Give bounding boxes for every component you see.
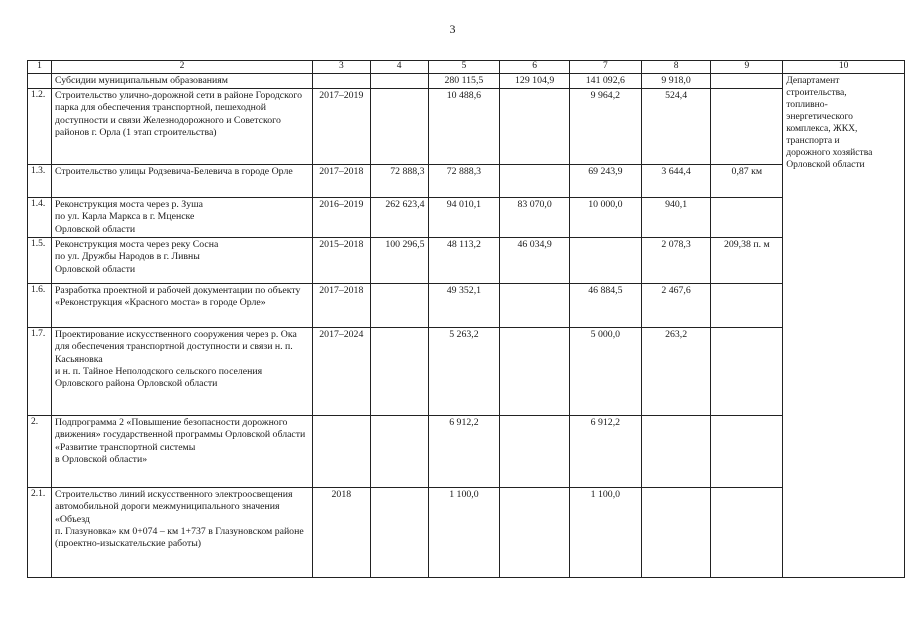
- row-value-4: 72 888,3: [370, 165, 428, 198]
- row-value-6: [500, 89, 570, 165]
- row-period: 2016–2019: [312, 198, 370, 238]
- row-value-8: 263,2: [641, 328, 711, 416]
- row-value-9: 0,87 км: [711, 165, 783, 198]
- page-number: 3: [449, 22, 456, 36]
- table-row: [28, 165, 905, 198]
- row-value-5: 280 115,5: [428, 73, 500, 88]
- row-value-4: [370, 73, 428, 88]
- row-title: Разработка проектной и рабочей документации по объекту «Реконструкция «Красного моста» в городе Орле»: [51, 284, 312, 328]
- row-number: 1.3.: [28, 165, 52, 198]
- row-value-9: [711, 73, 783, 88]
- header-cell: 1: [28, 61, 52, 74]
- row-value-6: [500, 416, 570, 488]
- row-number: 1.6.: [28, 284, 52, 328]
- row-value-7: 69 243,9: [570, 165, 642, 198]
- row-value-7: 46 884,5: [570, 284, 642, 328]
- row-title: Строительство линий искусственного электроосвещения автомобильной дороги межмуниципального значения «Объезд п. Глазуновка» км 0+074 – км 1+737 в Глазуновском районе (проектно-изыскательские работы): [51, 488, 312, 578]
- row-value-9: [711, 89, 783, 165]
- row-period: 2017–2019: [312, 89, 370, 165]
- row-number: [28, 73, 52, 88]
- row-title: Субсидии муниципальным образованиям: [51, 73, 312, 88]
- header-cell: 10: [783, 61, 905, 74]
- row-number: 1.7.: [28, 328, 52, 416]
- row-period: 2017–2018: [312, 284, 370, 328]
- row-value-4: 100 296,5: [370, 238, 428, 284]
- row-period: [312, 73, 370, 88]
- row-value-9: [711, 328, 783, 416]
- row-title: Реконструкция моста через р. Зуша по ул. Карла Маркса в г. Мценске Орловской области: [51, 198, 312, 238]
- header-cell: 4: [370, 61, 428, 74]
- header-cell: 6: [500, 61, 570, 74]
- row-value-5: 72 888,3: [428, 165, 500, 198]
- responsible-department: Департамент строительства, топливно- энергетического комплекса, ЖКХ, транспорта и дорожного хозяйства Орловской области: [783, 73, 905, 577]
- row-value-9: 209,38 п. м: [711, 238, 783, 284]
- table-row: [28, 89, 905, 165]
- row-value-9: [711, 198, 783, 238]
- header-cell: 2: [51, 61, 312, 74]
- row-value-9: [711, 416, 783, 488]
- row-number: 1.2.: [28, 89, 52, 165]
- table-row: [28, 328, 905, 416]
- table-row: [28, 198, 905, 238]
- row-value-6: 129 104,9: [500, 73, 570, 88]
- row-value-8: 3 644,4: [641, 165, 711, 198]
- header-cell: 9: [711, 61, 783, 74]
- budget-table: [27, 60, 905, 578]
- row-value-4: [370, 89, 428, 165]
- row-value-8: 9 918,0: [641, 73, 711, 88]
- row-value-4: [370, 416, 428, 488]
- row-value-5: 48 113,2: [428, 238, 500, 284]
- row-value-6: [500, 165, 570, 198]
- row-title: Реконструкция моста через реку Сосна по ул. Дружбы Народов в г. Ливны Орловской области: [51, 238, 312, 284]
- header-cell: 7: [570, 61, 642, 74]
- row-title: Проектирование искусственного сооружения через р. Ока для обеспечения транспортной доступности и связи н. п. Касьяновка и н. п. Тайное Неполодского сельского поселения Орловского района Орловской области: [51, 328, 312, 416]
- row-value-8: 2 078,3: [641, 238, 711, 284]
- row-value-5: 10 488,6: [428, 89, 500, 165]
- row-period: 2018: [312, 488, 370, 578]
- row-value-6: 46 034,9: [500, 238, 570, 284]
- table-row: [28, 284, 905, 328]
- row-value-4: [370, 488, 428, 578]
- row-value-8: [641, 488, 711, 578]
- row-value-7: 1 100,0: [570, 488, 642, 578]
- row-value-6: [500, 328, 570, 416]
- table-row: [28, 416, 905, 488]
- row-value-4: [370, 328, 428, 416]
- header-cell: 8: [641, 61, 711, 74]
- row-value-6: [500, 488, 570, 578]
- row-value-8: 940,1: [641, 198, 711, 238]
- row-title: Строительство улично-дорожной сети в районе Городского парка для обеспечения транспортной, пешеходной доступности и связи Железнодорожного и Советского районов г. Орла (1 этап строительства): [51, 89, 312, 165]
- row-value-8: 524,4: [641, 89, 711, 165]
- row-value-4: [370, 284, 428, 328]
- column-number-header: [28, 61, 905, 74]
- row-number: 1.4.: [28, 198, 52, 238]
- row-value-5: 6 912,2: [428, 416, 500, 488]
- row-value-7: 141 092,6: [570, 73, 642, 88]
- row-value-9: [711, 284, 783, 328]
- row-value-7: 5 000,0: [570, 328, 642, 416]
- row-number: 2.1.: [28, 488, 52, 578]
- row-value-7: 10 000,0: [570, 198, 642, 238]
- header-cell: 5: [428, 61, 500, 74]
- row-period: 2017–2024: [312, 328, 370, 416]
- row-title: Подпрограмма 2 «Повышение безопасности дорожного движения» государственной программы Орловской области «Развитие транспортной системы в Орловской области»: [51, 416, 312, 488]
- row-value-5: 94 010,1: [428, 198, 500, 238]
- table-row: [28, 238, 905, 284]
- row-value-5: 49 352,1: [428, 284, 500, 328]
- row-number: 1.5.: [28, 238, 52, 284]
- row-value-6: 83 070,0: [500, 198, 570, 238]
- row-value-8: [641, 416, 711, 488]
- table-row: [28, 73, 905, 88]
- row-value-7: [570, 238, 642, 284]
- row-value-7: 6 912,2: [570, 416, 642, 488]
- table-row: [28, 488, 905, 578]
- row-title: Строительство улицы Родзевича-Белевича в городе Орле: [51, 165, 312, 198]
- row-value-7: 9 964,2: [570, 89, 642, 165]
- row-value-4: 262 623,4: [370, 198, 428, 238]
- row-period: [312, 416, 370, 488]
- row-value-8: 2 467,6: [641, 284, 711, 328]
- row-period: 2017–2018: [312, 165, 370, 198]
- row-number: 2.: [28, 416, 52, 488]
- header-cell: 3: [312, 61, 370, 74]
- row-value-6: [500, 284, 570, 328]
- row-value-5: 1 100,0: [428, 488, 500, 578]
- row-value-5: 5 263,2: [428, 328, 500, 416]
- row-value-9: [711, 488, 783, 578]
- row-period: 2015–2018: [312, 238, 370, 284]
